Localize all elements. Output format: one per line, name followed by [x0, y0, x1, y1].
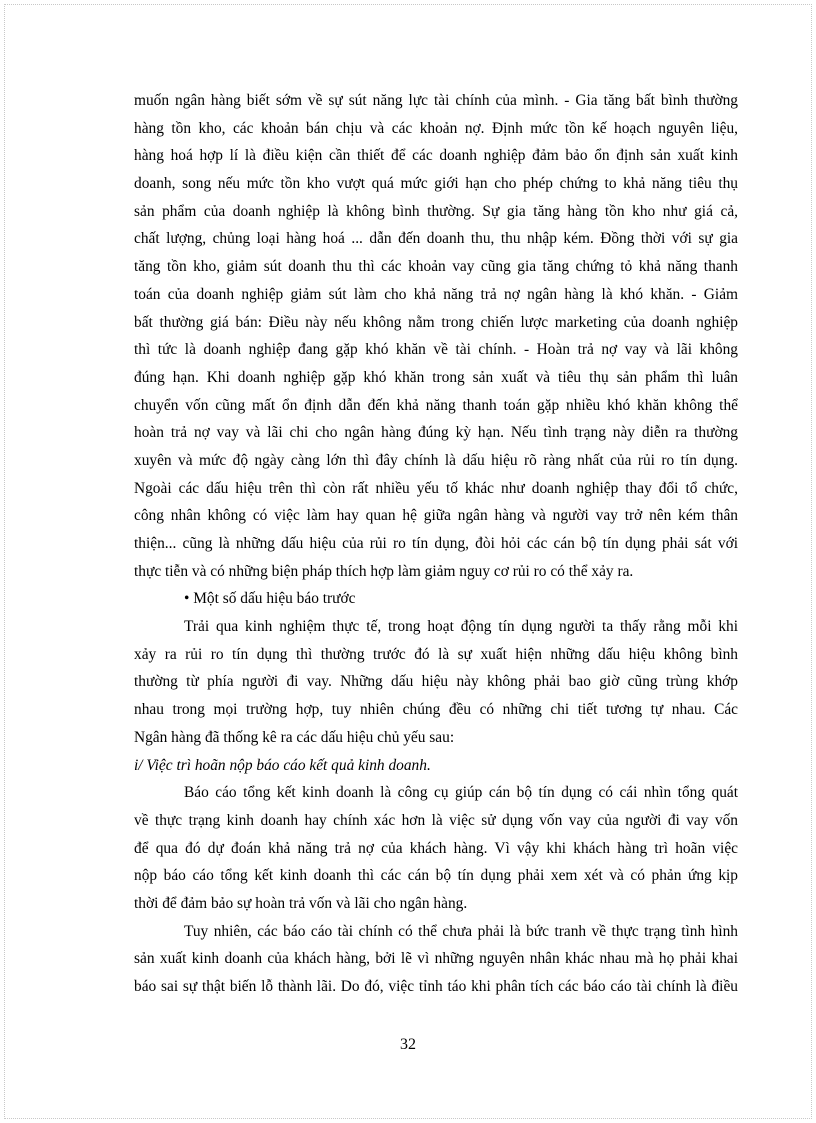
text-line: thực tiễn và có những biện pháp thích hợp làm giảm nguy cơ rủi ro có thể xảy ra.: [134, 562, 634, 580]
text-line: thường từ phía người đi vay. Những dấu hiệu này không phải bao giờ cũng trùng khớp: [134, 673, 738, 691]
text-line: sản phẩm của doanh nghiệp là không bình thường. Sự gia tăng hàng tồn kho như giá cả,: [134, 202, 738, 220]
text-line: toán của doanh nghiệp giảm sút làm cho khả năng trả nợ ngân hàng là khó khăn. - Giảm: [134, 285, 738, 303]
text-line: công nhân không có việc làm hay quan hệ giữa ngân hàng và người vay trở nên kém thân: [134, 507, 738, 525]
text-line: xuyên và mức độ ngày càng lớn thì đây chính là dấu hiệu rõ ràng nhất của rủi ro tín dụng.: [134, 451, 738, 469]
text-line: Ngân hàng đã thống kê ra các dấu hiệu chủ yếu sau:: [134, 728, 455, 746]
page-number: 32: [400, 1036, 416, 1053]
text-line: muốn ngân hàng biết sớm về sự sút năng lực tài chính của mình. - Gia tăng bất bình thường: [134, 92, 738, 109]
text-line: đúng hạn. Khi doanh nghiệp gặp khó khăn trong sản xuất và tiêu thụ sản phẩm thì luân: [134, 368, 738, 386]
text-line: hàng tồn kho, các khoản bán chịu và các khoản nợ. Định mức tồn kế hoạch nguyên liệu,: [134, 119, 738, 137]
bullet-heading: • Một số dấu hiệu báo trước: [184, 590, 356, 608]
paragraph-warning-signs: [134, 613, 738, 751]
text-line: chất lượng, chủng loại hàng hoá ... dẫn đến doanh thu, thu nhập kém. Đồng thời với sự gia: [134, 230, 738, 248]
text-line: sản xuất kinh doanh của khách hàng, bởi lẽ vì những nguyên nhân khác nhau mà họ phải khai: [134, 950, 738, 968]
text-line: về thực trạng kinh doanh hay chính xác hơn là việc sử dụng vốn vay của người đi vay vốn: [134, 811, 738, 829]
paragraph-financial-reports: [134, 918, 738, 1001]
text-line: Ngoài các dấu hiệu trên thì còn rất nhiều yếu tố khác như doanh nghiệp thay đổi tổ chức,: [134, 479, 738, 497]
paragraph-risk-signs: [134, 87, 738, 585]
text-line: Trải qua kinh nghiệm thực tế, trong hoạt động tín dụng người ta thấy rằng mỗi khi: [184, 618, 738, 636]
text-line: nhau trong mọi trường hợp, tuy nhiên chúng đều có những chi tiết tương tự nhau. Các: [134, 701, 738, 719]
text-line: tăng tồn kho, giảm sút doanh thu thì các khoản vay cũng gia tăng chứng tỏ khả năng thanh: [134, 258, 738, 276]
text-line: xảy ra rủi ro tín dụng thì thường trước đó là sự xuất hiện những dấu hiệu không bình: [134, 645, 738, 663]
text-line: báo sai sự thật biến lỗ thành lãi. Do đó, việc tỉnh táo khi phân tích các báo cáo tài chính là điều: [134, 978, 738, 995]
text-line: để qua đó dự đoán khả năng trả nợ của khách hàng. Vì vậy khi khách hàng trì hoãn việc: [134, 839, 738, 857]
text-line: Tuy nhiên, các báo cáo tài chính có thể chưa phải là bức tranh về thực trạng tình hình: [184, 922, 738, 940]
text-line: thì tức là doanh nghiệp đang gặp khó khăn về tài chính. - Hoàn trả nợ vay và lãi không: [134, 341, 738, 359]
text-line: hàng hoá hợp lí là điều kiện cần thiết để các doanh nghiệp đảm bảo ổn định sản xuất kinh: [134, 147, 738, 165]
text-line: thiện... cũng là những dấu hiệu của rủi ro tín dụng, đòi hỏi các cán bộ tín dụng phải sát với: [134, 535, 738, 552]
section-subheading: i/ Việc trì hoãn nộp báo cáo kết quả kinh doanh.: [134, 756, 431, 774]
text-line: chuyển vốn cũng mất ổn định dẫn đến khả năng thanh toán gặp nhiều khó khăn không thể: [134, 396, 738, 414]
paragraph-report-delay: [134, 779, 738, 917]
text-line: hoàn trả nợ vay và lãi chi cho ngân hàng đúng kỳ hạn. Nếu tình trạng này diễn ra thường: [134, 424, 738, 442]
document-body: [134, 87, 738, 1001]
text-line: Báo cáo tổng kết kinh doanh là công cụ giúp cán bộ tín dụng có cái nhìn tổng quát: [184, 784, 738, 802]
text-line: doanh, song nếu mức tồn kho vượt quá mức giới hạn cho phép chứng to khả năng tiêu thụ: [134, 175, 738, 193]
text-line: nộp báo cáo tổng kết kinh doanh thì các cán bộ tín dụng phải xem xét và có phản ứng kịp: [134, 867, 738, 885]
text-line: thời để đảm bảo sự hoàn trả vốn và lãi cho ngân hàng.: [134, 894, 468, 912]
text-line: bất thường giá bán: Điều này nếu không nằm trong chiến lược marketing của doanh nghiệp: [134, 313, 738, 331]
